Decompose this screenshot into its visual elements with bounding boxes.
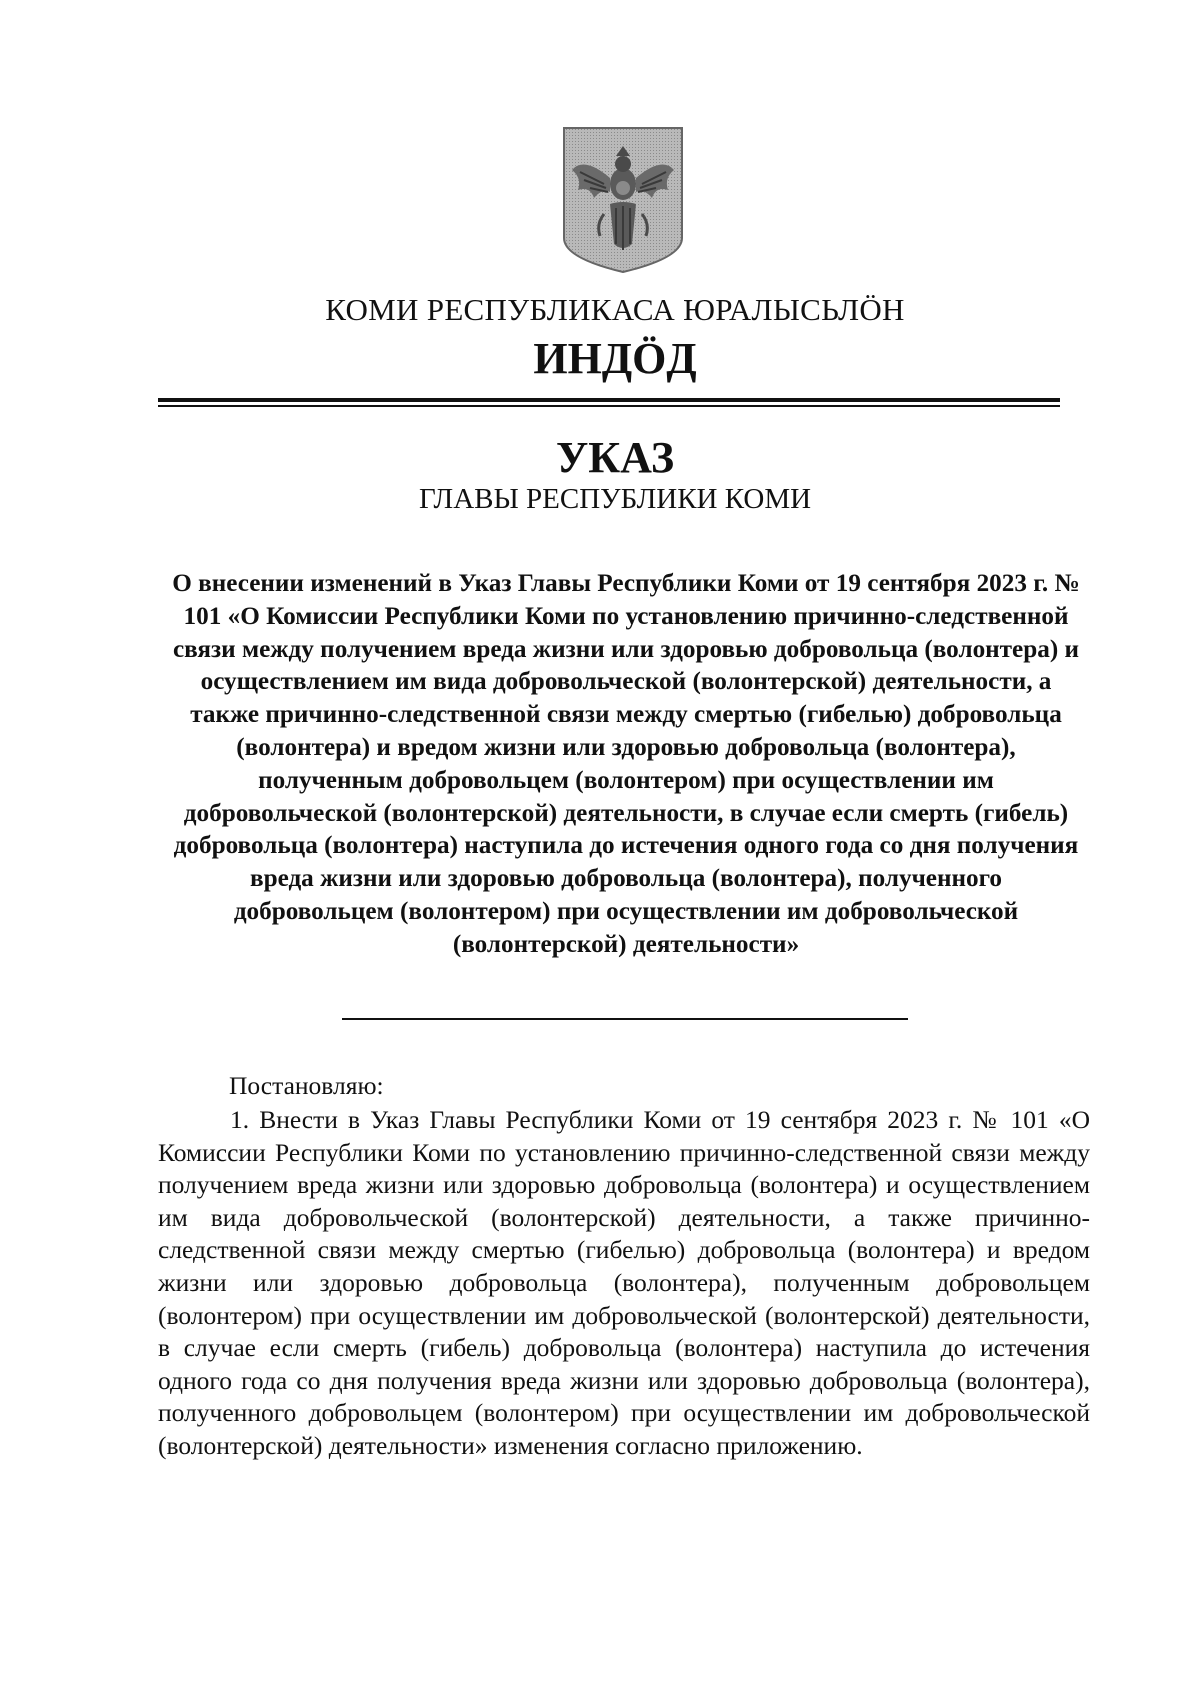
decree-issuer: ГЛАВЫ РЕСПУБЛИКИ КОМИ — [418, 483, 812, 515]
header-double-divider — [158, 398, 1060, 407]
decree-subject: О внесении изменений в Указ Главы Республики Коми от 19 сентября 2023 г. № 101 «О Комиссии Республики Коми по установлению причинно-следственной связи между получением вреда жизни или здоровью добровольца (волонтера) и осуществлением им вида добровольческой (волонтерской) деятельности, а также причинно-следственной связи между смертью (гибелью) добровольца (волонтера) и вредом жизни или здоровью добровольца (волонтера), полученным добровольцем (волонтером) при осуществлении им добровольческой (волонтерской) деятельности, в случае если смерть (гибель) добровольца (волонтера) наступила до истечения одного года со дня получения вреда жизни или здоровью добровольца (волонтера), полученного добровольцем (волонтером) при осуществлении им добровольческой (волонтерской) деятельности» — [172, 570, 1080, 958]
coat-of-arms-emblem — [560, 126, 686, 274]
subject-divider — [342, 1018, 908, 1020]
ordering-word: Постановляю: — [229, 1071, 384, 1100]
decree-title: УКАЗ — [555, 433, 675, 482]
issuer-name-komi: КОМИ РЕСПУБЛИКАСА ЮРАЛЫСЬЛÖН — [325, 292, 905, 327]
paragraph-1: 1. Внести в Указ Главы Республики Коми от 19 сентября 2023 г. № 101 «О Комиссии Республики Коми по установлению причинно-следственной связи между получением вреда жизни или здоровью добровольца (волонтера) и осуществлением им вида добровольческой (волонтерской) деятельности, а также причинно-следственной связи между смертью (гибелью) добровольца (волонтера) и вредом жизни или здоровью добровольца (волонтера), полученным добровольцем (волонтером) при осуществлении им добровольческой (волонтерской) деятельности, в случае если смерть (гибель) добровольца (волонтера) наступила до истечения одного года со дня получения вреда жизни или здоровью добровольца (волонтера), полученного добровольцем (волонтером) при осуществлении им добровольческой (волонтерской) деятельности» изменения согласно приложению. — [158, 1105, 1090, 1460]
document-type-komi: ИНДÖД — [533, 334, 697, 383]
